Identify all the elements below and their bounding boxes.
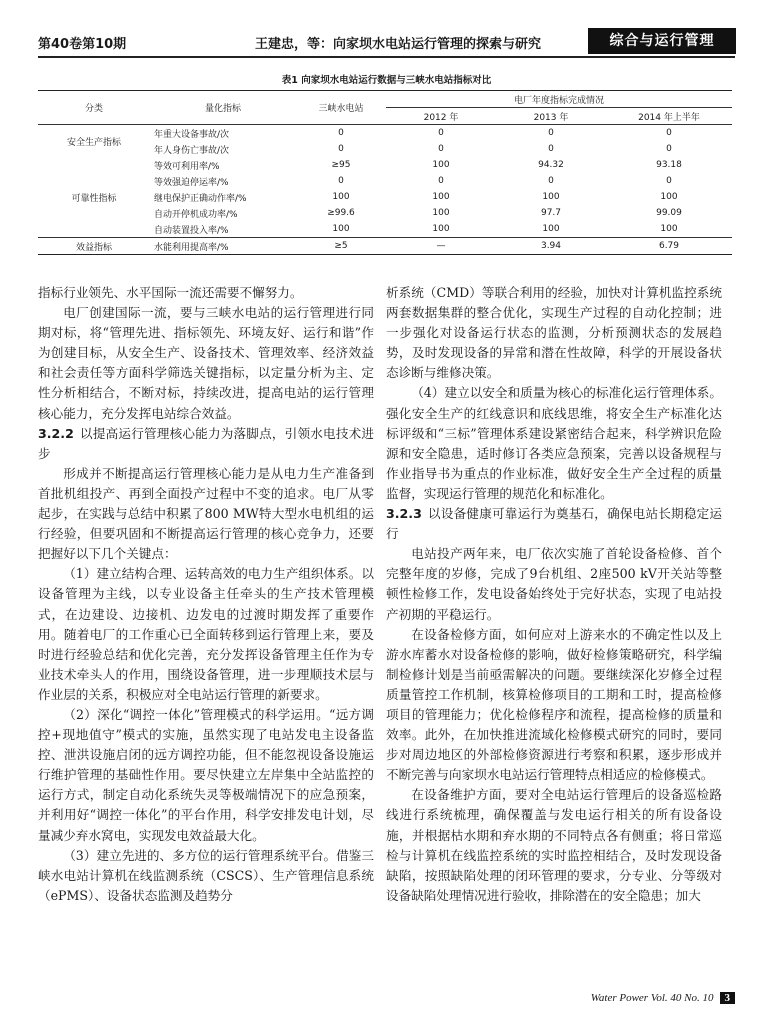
sanxia-cell: 100 xyxy=(332,192,350,202)
value-2014-cell: 99.09 xyxy=(656,208,682,218)
category-cell: 安全生产指标 xyxy=(66,137,121,148)
right-text-column xyxy=(386,283,722,906)
value-2012-cell: 0 xyxy=(438,144,444,154)
section-badge: 综合与运行管理 xyxy=(588,28,736,54)
header-category: 分类 xyxy=(38,91,150,125)
value-2012-cell: 100 xyxy=(432,192,450,202)
paragraph: （3）建立先进的、多方位的运行管理系统平台。借鉴三峡水电站计算机在线监测系统（CSCS）、生产管理信息系统（ePMS）、设备状态监测及趋势分 xyxy=(38,847,374,903)
sanxia-cell: 0 xyxy=(338,176,344,186)
value-2013-cell: 0 xyxy=(548,144,554,154)
value-2014-cell: 6.79 xyxy=(606,238,732,255)
table-row xyxy=(38,125,732,142)
paragraph: 在设备检修方面，如何应对上游来水的不确定性以及上游水库蓄水对设备检修的影响，做好检修策略研究，科学编制检修计划是当前亟需解决的问题。要继续深化岁修全过程质量管控工作机制，核算检修项目的工期和工时，提高检修项目的管理能力；优化检修程序和流程，提高检修的质量和效率。此外，在加快推进流域化检修模式研究的同时，要同步对周边地区的外部检修资源进行考察和积累，逐步形成并不断完善与向家坝水电站运行管理特点相适应的检修模式。 xyxy=(386,626,722,783)
value-2013-cell: 0 xyxy=(548,176,554,186)
sanxia-cell: ≥5 xyxy=(296,238,386,255)
sanxia-cell: 0 xyxy=(338,144,344,154)
value-2013-cell: 100 xyxy=(542,224,560,234)
paragraph: （1）建立结构合理、运转高效的电力生产组织体系。以设备管理为主线，以专业设备主任牵头的生产技术管理模式，在边建设、边接机、边发电的过渡时期发挥了重要作用。随着电厂的工作重心已全面转移到运行管理上来，要及时进行经验总结和优化完善，充分发挥设备管理主任作为专业技术牵头人的作用，围绕设备管理，进一步理顺技术层与作业层的关系，积极应对全电站运行管理的新要求。 xyxy=(38,566,374,702)
paragraph: 在设备维护方面，要对全电站运行管理后的设备巡检路线进行系统梳理，确保覆盖与发电运行相关的所有设备设施，并根据枯水期和弃水期的不同特点各有侧重；将日常巡检与计算机在线监控系统的实时监控相结合，及时发现设备缺陷，按照缺陷处理的闭环管理的要求，分专业、分等级对设备缺陷处理情况进行验收，排除潜在的安全隐患；加大 xyxy=(386,787,722,903)
value-2012-cell: 100 xyxy=(432,208,450,218)
header-rule xyxy=(38,56,735,58)
value-2012-cell: 0 xyxy=(438,128,444,138)
header-sanxia: 三峡水电站 xyxy=(296,91,386,125)
header-2013: 2013 年 xyxy=(496,108,606,125)
page-number: 3 xyxy=(720,992,736,1004)
category-cell: 可靠性指标 xyxy=(71,193,117,204)
article-running-title: 王建忠，等：向家坝水电站运行管理的探索与研究 xyxy=(255,37,542,52)
left-text-column xyxy=(38,283,374,906)
value-2014-cell: 0 xyxy=(666,144,672,154)
value-2014-cell: 100 xyxy=(660,224,678,234)
indicator-cell: 自动开停机成功率/% xyxy=(154,209,238,220)
indicator-cell: 年人身伤亡事故/次 xyxy=(154,145,230,156)
paragraph: 形成并不断提高运行管理核心能力是从电力生产准备到首批机组投产、再到全面投产过程中不变的追求。电厂从零起步，在实践与总结中积累了800 MW特大型水电机组的运行经验，但要巩固和不断提高运行管理的核心竞争力，还要把握好以下几个关键点： xyxy=(38,465,374,562)
indicator-cell: 等效可利用率/% xyxy=(154,161,220,172)
header-indicator: 量化指标 xyxy=(150,91,296,125)
indicator-cell: 年重大设备事故/次 xyxy=(154,129,230,140)
value-2014-cell: 0 xyxy=(666,176,672,186)
value-2014-cell: 93.18 xyxy=(656,160,682,170)
value-2012-cell: 0 xyxy=(438,176,444,186)
section-heading-3-2-2 xyxy=(38,424,374,464)
sanxia-cell: 0 xyxy=(338,128,344,138)
section-title: 以设备健康可靠运行为奠基石，确保电站长期稳定运行 xyxy=(386,506,722,542)
value-2014-cell: 100 xyxy=(660,192,678,202)
value-2013-cell: 100 xyxy=(542,192,560,202)
comparison-table xyxy=(38,90,732,255)
table-caption: 表1 向家坝水电站运行数据与三峡水电站指标对比 xyxy=(281,75,492,86)
indicator-cell: 继电保护正确动作率/% xyxy=(154,193,247,204)
paragraph: （2）深化“调控一体化”管理模式的科学运用。“远方调控+现地值守”模式的实施，虽然实现了电站发电主设备监控、泄洪设施启闭的远方调控功能，但不能忽视设备设施运行维护管理的基础性作用。要尽快建立左岸集中全站监控的运行方式，制定自动化系统失灵等极端情况下的应急预案，并利用好“调控一体化”的平台作用，科学安排发电计划，尽量减少弃水窝电，实现发电效益最大化。 xyxy=(38,706,374,843)
header-group: 电厂年度指标完成情况 xyxy=(386,91,732,108)
table-row xyxy=(38,238,732,255)
journal-name: Water Power Vol. 40 No. 10 xyxy=(590,992,714,1004)
page-footer xyxy=(591,992,735,1004)
paragraph: 指标行业领先、水平国际一流还需要不懈努力。 xyxy=(38,285,303,300)
category-cell: 效益指标 xyxy=(38,238,150,255)
sanxia-cell: ≥99.6 xyxy=(327,208,355,218)
header-2014: 2014 年上半年 xyxy=(606,108,732,125)
value-2012-cell: — xyxy=(386,238,496,255)
sanxia-cell: ≥95 xyxy=(331,160,351,170)
header-2012: 2012 年 xyxy=(386,108,496,125)
indicator-cell: 等效强迫停运率/% xyxy=(154,177,229,188)
paragraph: （4）建立以安全和质量为核心的标准化运行管理体系。强化安全生产的红线意识和底线思维，将安全生产标准化达标评级和“三标”管理体系建设紧密结合起来，科学辨识危险源和安全隐患，适时修订各类应急预案，完善以设备规程与作业指导书为重点的作业标准，做好安全生产全过程的质量监督，实现运行管理的规范化和标准化。 xyxy=(386,385,722,501)
paragraph: 电厂创建国际一流，要与三峡水电站的运行管理进行同期对标，将“管理先进、指标领先、环境友好、运行和谐”作为创建目标，从安全生产、设备技术、管理效率、经济效益和社会责任等方面科学筛选关键指标，以定量分析为主、定性分析相结合，不断对标，持续改进，提高电站的运行管理核心能力，充分发挥电站综合效益。 xyxy=(38,305,374,421)
issue-label: 第40卷第10期 xyxy=(38,37,127,52)
paragraph: 析系统（CMD）等联合利用的经验，加快对计算机监控系统两套数据集群的整合优化，实现生产过程的自动化控制；进一步强化对设备运行状态的监测，分析预测状态的发展趋势，及时发现设备的异常和潜在性故障，科学的开展设备状态诊断与维修决策。 xyxy=(386,285,722,381)
section-title: 以提高运行管理核心能力为落脚点，引领水电技术进步 xyxy=(38,425,374,461)
page-header xyxy=(0,0,773,62)
indicator-cell: 自动装置投入率/% xyxy=(154,225,229,236)
value-2013-cell: 94.32 xyxy=(538,160,564,170)
value-2012-cell: 100 xyxy=(432,224,450,234)
value-2013-cell: 0 xyxy=(548,128,554,138)
sanxia-cell: 100 xyxy=(332,224,350,234)
paragraph: 电站投产两年来，电厂依次实施了首轮设备检修、首个完整年度的岁修，完成了9台机组、2座500 kV开关站等整顿性检修工作，发电设备始终处于完好状态，实现了电站投产初期的平稳运行。 xyxy=(386,546,722,622)
value-2013-cell: 97.7 xyxy=(540,208,562,218)
value-2012-cell: 100 xyxy=(432,160,450,170)
value-2014-cell: 0 xyxy=(666,128,672,138)
section-number: 3.2.3 xyxy=(386,506,422,522)
section-heading-3-2-3 xyxy=(386,504,722,544)
table-row xyxy=(38,157,732,173)
value-2013-cell: 3.94 xyxy=(496,238,606,255)
section-number: 3.2.2 xyxy=(38,425,74,441)
indicator-cell: 水能利用提高率/% xyxy=(150,238,296,255)
